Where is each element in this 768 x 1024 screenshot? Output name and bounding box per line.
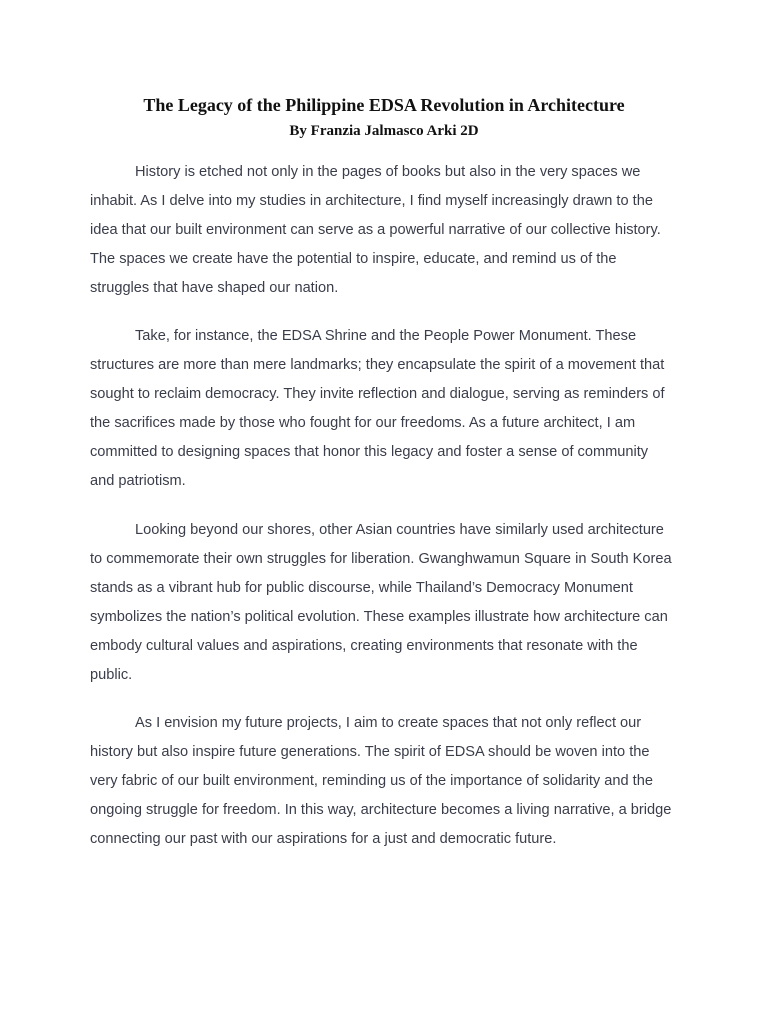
paragraph: History is etched not only in the pages of books but also in the very spaces we inhabit. As I delve into my studies in architecture, I find myself increasingly drawn to the idea that our built environment can serve as a powerful narrative of our collective history. The spaces we create have the potential to inspire, educate, and remind us of the struggles that have shaped our nation. [90,164,661,296]
paragraph: Take, for instance, the EDSA Shrine and the People Power Monument. These structures are more than mere landmarks; they encapsulate the spirit of a movement that sought to reclaim democracy. They invite reflection and dialogue, serving as reminders of the sacrifices made by those who fought for our freedoms. As a future architect, I am committed to designing spaces that honor this legacy and foster a sense of community and patriotism. [90,328,665,489]
document-title: The Legacy of the Philippine EDSA Revolution in Architecture [143,95,625,115]
document-byline: By Franzia Jalmasco Arki 2D [289,123,479,139]
paragraph: As I envision my future projects, I aim to create spaces that not only reflect our history but also inspire future generations. The spirit of EDSA should be woven into the very fabric of our built environment, reminding us of the importance of solidarity and the ongoing struggle for freedom. In this way, architecture becomes a living narrative, a bridge connecting our past with our aspirations for a just and democratic future. [90,715,672,847]
paragraph: Looking beyond our shores, other Asian countries have similarly used architecture to commemorate their own struggles for liberation. Gwanghwamun Square in South Korea stands as a vibrant hub for public discourse, while Thailand’s Democracy Monument symbolizes the nation’s political evolution. These examples illustrate how architecture can embody cultural values and aspirations, creating environments that resonate with the public. [90,522,672,683]
